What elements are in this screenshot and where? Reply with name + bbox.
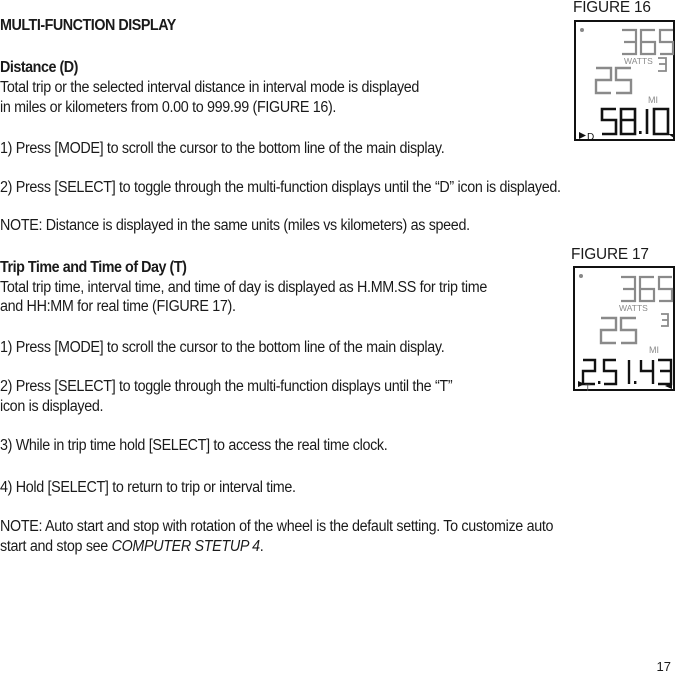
figure-17-mid-unit: MI — [649, 345, 659, 355]
trip-time-body-line-1: Total trip time, interval time, and time of day is displayed as H.MM.SS for trip time — [0, 279, 488, 296]
note-period: . — [259, 538, 264, 555]
figure-16-top-value — [622, 30, 673, 54]
page-number: 17 — [656, 659, 671, 674]
distance-heading: Distance (D) — [0, 59, 78, 76]
figure-17-label: FIGURE 17 — [571, 246, 649, 263]
figure-17-top-unit: WATTS — [619, 303, 648, 313]
distance-body-line-1: Total trip or the selected interval distance in interval mode is displayed — [0, 79, 420, 96]
trip-time-step-2-cont: icon is displayed. — [0, 398, 104, 415]
trip-time-step-2: 2) Press [SELECT] to toggle through the multi-function displays until the “T” — [0, 378, 453, 395]
distance-body-line-2: in miles or kilometers from 0.00 to 999.99 (FIGURE 16). — [0, 99, 337, 116]
figure-16-label: FIGURE 16 — [573, 0, 651, 16]
figure-16-lcd-graphic — [576, 22, 676, 143]
trip-time-step-3: 3) While in trip time hold [SELECT] to access the real time clock. — [0, 437, 388, 454]
figure-16-top-unit: WATTS — [624, 56, 653, 66]
trip-time-body-line-2: and HH:MM for real time (FIGURE 17). — [0, 298, 236, 315]
trip-time-note-line-1: NOTE: Auto start and stop with rotation of the wheel is the default setting. To customize auto — [0, 518, 554, 535]
figure-17-lcd-graphic — [575, 268, 676, 393]
distance-step-2: 2) Press [SELECT] to toggle through the multi-function displays until the “D” icon is displayed. — [0, 179, 561, 196]
cursor-arrow-icon — [579, 132, 586, 139]
distance-step-1: 1) Press [MODE] to scroll the cursor to the bottom line of the main display. — [0, 140, 445, 157]
figure-17-mode-icon: T — [585, 383, 591, 393]
distance-note: NOTE: Distance is displayed in the same units (miles vs kilometers) as speed. — [0, 217, 470, 234]
trip-time-step-1: 1) Press [MODE] to scroll the cursor to the bottom line of the main display. — [0, 339, 445, 356]
trip-time-note-line-2 — [0, 537, 263, 557]
note-text: start and stop see — [0, 538, 112, 555]
section-title: MULTI-FUNCTION DISPLAY — [0, 17, 176, 34]
trip-time-step-4: 4) Hold [SELECT] to return to trip or interval time. — [0, 479, 296, 496]
figure-17-lcd-display — [573, 266, 675, 391]
computer-setup-reference: COMPUTER STETUP 4 — [111, 538, 260, 555]
figure-16-mode-icon: D — [587, 132, 595, 143]
figure-16-mid-unit: MI — [648, 95, 658, 105]
trip-time-heading: Trip Time and Time of Day (T) — [0, 259, 187, 276]
figure-16-lcd-display — [574, 20, 675, 141]
